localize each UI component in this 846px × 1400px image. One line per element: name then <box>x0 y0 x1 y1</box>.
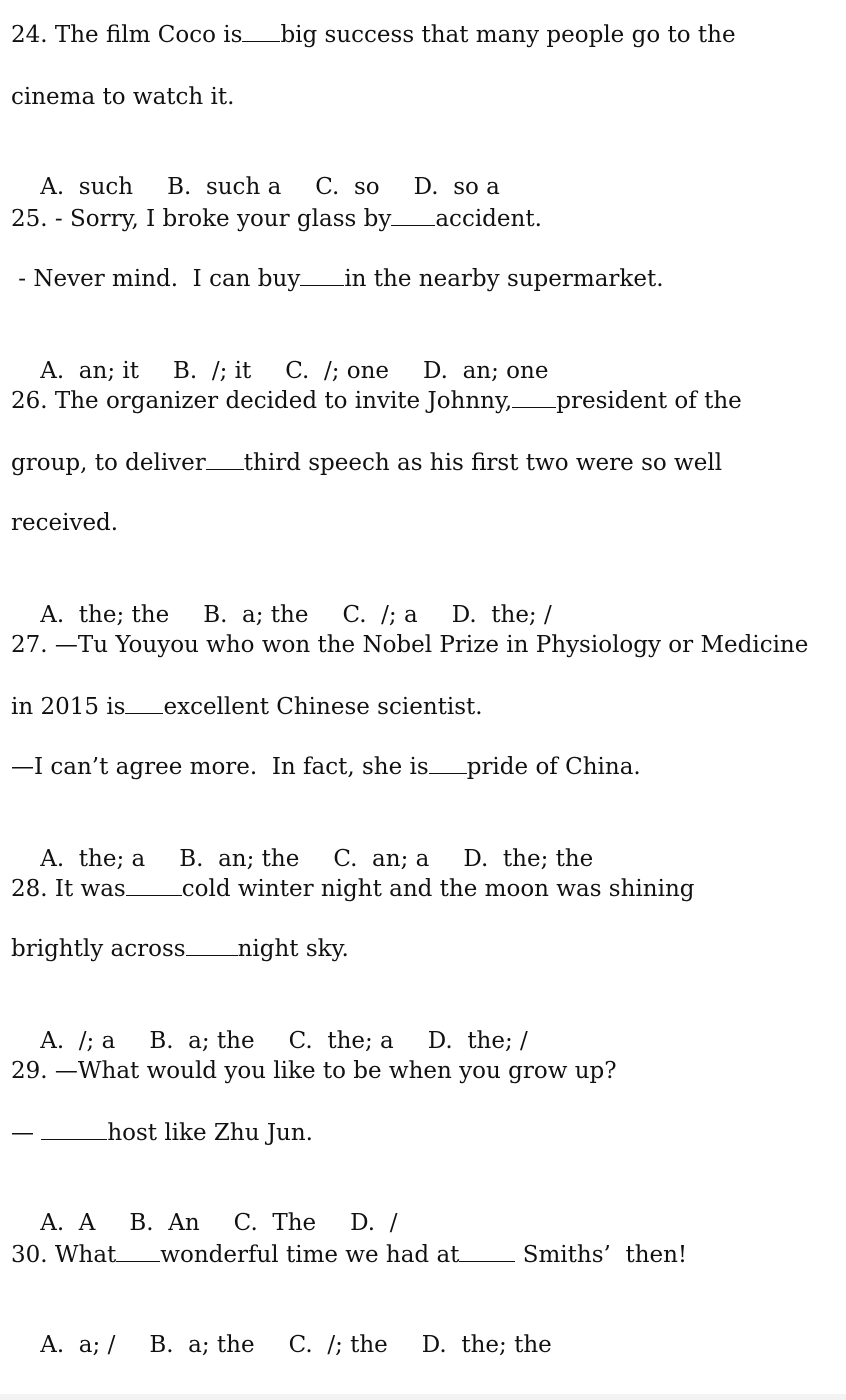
question-28-line-1: 28. It was cold winter night and the moon was shining <box>11 876 695 902</box>
answer-blank[interactable] <box>242 21 280 42</box>
option-b[interactable]: B. /; it <box>172 358 252 384</box>
option-b[interactable]: B. such a <box>167 174 282 200</box>
question-24-line-2: cinema to watch it. <box>11 84 235 110</box>
question-30-options <box>11 1300 586 1390</box>
question-24-line-1: 24. The film Coco is big success that many people go to the <box>11 22 736 48</box>
question-30-line-1: 30. What wonderful time we had at Smiths’ then! <box>11 1242 688 1268</box>
option-a[interactable]: A. /; a <box>40 1028 116 1054</box>
option-a[interactable]: A. such <box>40 174 134 200</box>
option-d[interactable]: D. the; / <box>451 602 552 628</box>
question-25-line-1: 25. - Sorry, I broke your glass by accident. <box>11 206 542 232</box>
option-a[interactable]: A. an; it <box>40 358 139 384</box>
option-c[interactable]: C. the; a <box>288 1028 394 1054</box>
option-c[interactable]: C. /; one <box>285 358 390 384</box>
answer-blank[interactable] <box>125 693 163 714</box>
question-27-line-2: in 2015 is excellent Chinese scientist. <box>11 694 483 720</box>
option-b[interactable]: B. a; the <box>203 602 309 628</box>
question-29-line-1: 29. —What would you like to be when you grow up? <box>11 1058 617 1084</box>
option-a[interactable]: A. the; a <box>40 846 146 872</box>
answer-blank[interactable] <box>206 449 244 470</box>
option-d[interactable]: D. the; / <box>427 1028 528 1054</box>
option-b[interactable]: B. a; the <box>149 1332 255 1358</box>
option-b[interactable]: B. a; the <box>149 1028 255 1054</box>
option-a[interactable]: A. the; the <box>40 602 170 628</box>
answer-blank[interactable] <box>391 205 435 226</box>
option-d[interactable]: D. / <box>350 1210 398 1236</box>
option-d[interactable]: D. an; one <box>423 358 549 384</box>
option-c[interactable]: C. /; the <box>288 1332 388 1358</box>
question-26-line-1: 26. The organizer decided to invite Johnny, president of the <box>11 388 742 414</box>
answer-blank[interactable] <box>126 875 182 896</box>
option-a[interactable]: A. a; / <box>40 1332 116 1358</box>
question-25-line-2: - Never mind. I can buy in the nearby supermarket. <box>11 266 664 292</box>
answer-blank[interactable] <box>459 1241 515 1262</box>
answer-blank[interactable] <box>429 753 467 774</box>
answer-blank[interactable] <box>186 935 238 956</box>
option-c[interactable]: C. /; a <box>342 602 418 628</box>
answer-blank[interactable] <box>512 387 556 408</box>
option-d[interactable]: D. so a <box>413 174 500 200</box>
option-c[interactable]: C. an; a <box>333 846 430 872</box>
option-b[interactable]: B. An <box>129 1210 200 1236</box>
option-a[interactable]: A. A <box>40 1210 96 1236</box>
question-26-line-3: received. <box>11 510 119 536</box>
page-bottom-edge <box>0 1394 846 1400</box>
option-d[interactable]: D. the; the <box>463 846 594 872</box>
option-c[interactable]: C. The <box>233 1210 317 1236</box>
answer-blank[interactable] <box>300 265 344 286</box>
answer-blank[interactable] <box>116 1241 160 1262</box>
question-27-line-3: —I can’t agree more. In fact, she is pride of China. <box>11 754 641 780</box>
option-b[interactable]: B. an; the <box>179 846 300 872</box>
option-d[interactable]: D. the; the <box>421 1332 552 1358</box>
question-27-line-1: 27. —Tu Youyou who won the Nobel Prize in Physiology or Medicine <box>11 632 809 658</box>
question-28-line-2: brightly across night sky. <box>11 936 349 962</box>
question-29-line-2: — host like Zhu Jun. <box>11 1120 313 1146</box>
answer-blank[interactable] <box>41 1119 107 1140</box>
question-26-line-2: group, to deliver third speech as his first two were so well <box>11 450 723 476</box>
option-c[interactable]: C. so <box>315 174 380 200</box>
